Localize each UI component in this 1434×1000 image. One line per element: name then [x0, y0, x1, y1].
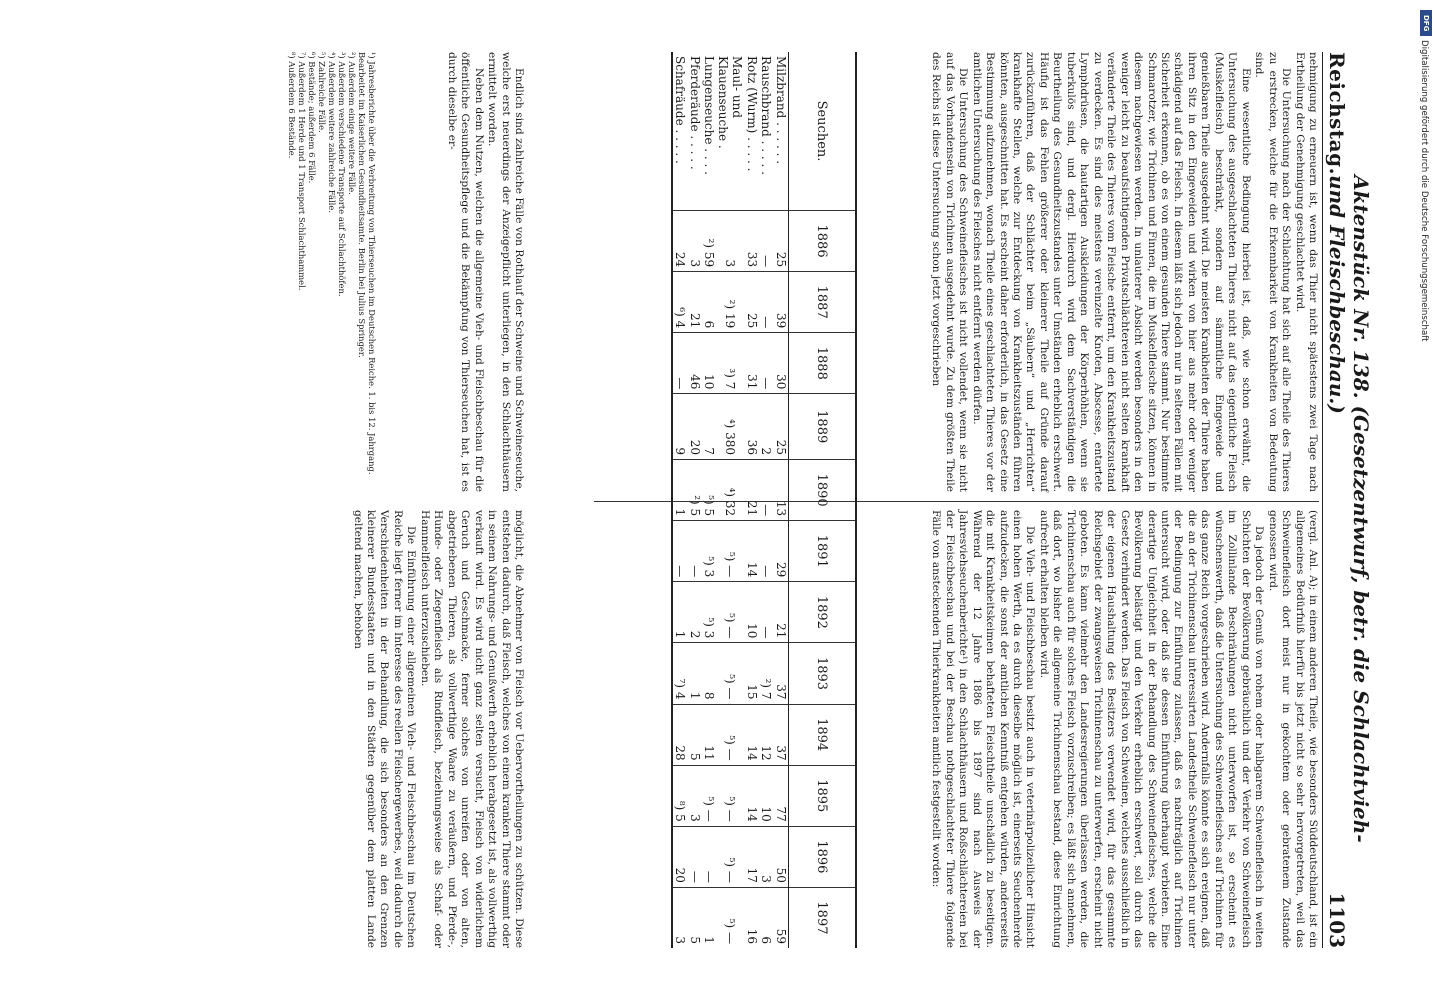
case-count-cell: 3	[717, 211, 745, 272]
case-count-cell: 2	[688, 582, 703, 643]
case-count-cell: 30	[774, 333, 789, 394]
case-count-cell: 10	[702, 333, 717, 394]
case-count-cell: ⁷) 4	[672, 643, 688, 704]
year-header: 1889	[789, 394, 857, 460]
disease-label: Maul- und Klauenseuche .	[716, 56, 745, 149]
case-count-cell: 15	[745, 643, 760, 704]
text-column-right-lower	[350, 510, 525, 948]
case-count-cell: 25	[745, 272, 760, 333]
header-left: Reichstag.	[1325, 52, 1349, 176]
case-count-cell: 59	[774, 887, 789, 948]
footnote: ⁴) Außerdem weitere zahlreiche Fälle.	[327, 52, 337, 213]
header-title: Aktenstück Nr. 138. (Gesetzentwurf, betr. die Schlachtvieh- und Fleischbeschau.)	[1325, 175, 1373, 843]
disease-label: Schafräude . . . . .	[672, 52, 688, 211]
case-count-cell: 13	[774, 460, 789, 521]
case-count-cell: 17	[745, 826, 760, 887]
text-column-right	[929, 510, 1319, 948]
case-count-cell: 2	[759, 394, 774, 460]
disease-label: Pferderäude . . . . .	[687, 56, 702, 170]
case-count-cell: —	[759, 521, 774, 582]
case-count-cell: —	[759, 333, 774, 394]
case-count-cell: 3	[688, 211, 703, 272]
case-count-cell: ⁴) 380	[717, 394, 745, 460]
year-header: 1896	[789, 826, 857, 887]
year-header: 1893	[789, 643, 857, 704]
case-count-cell: 14	[745, 521, 760, 582]
footnote: ⁶) Bestände; außerdem 6 Fälle.	[307, 52, 317, 184]
digitization-note: Digitalisierung gefördert durch die Deutsche Forschungsgemeinschaft	[1419, 40, 1429, 342]
running-header	[1325, 52, 1373, 948]
paragraph: Die Untersuchung des Schweinefleisches ist nicht vollendet, wenn sie nicht auf das Vorhandensein von Trichinen ausgedehnt wurde. Zu dem größten Theile des Reichs ist diese Untersuchung schon jetzt vorgeschrieben	[930, 52, 970, 492]
case-count-cell: —	[759, 460, 774, 521]
paragraph: nehmigung zu erneuern ist, wenn das Thier nicht spätestens zwei Tage nach Ertheilung der Genehmigung geschlachtet wird.	[1293, 52, 1319, 492]
case-count-cell: 1	[688, 643, 703, 704]
text-column-left	[929, 52, 1319, 492]
paragraph: Die Einführung einer allgemeinen Vieh- und Fleischbeschau im Deutschen Reiche liegt ferner im Interesse des reellen Fleischergewerbes, weil dadurch die Verschiedenheiten in der Behandlung, die sich besonders an den Grenzen kleinerer Bundesstaaten und in den Städten gegenüber dem platten Lande geltend machen, behoben	[351, 510, 418, 948]
case-count-cell: 20	[672, 826, 688, 887]
table-row	[745, 52, 760, 948]
case-count-cell: —	[759, 582, 774, 643]
case-count-cell: 28	[672, 704, 688, 765]
disease-label: Milzbrand . . . . . .	[773, 56, 788, 165]
year-header: 1887	[789, 272, 857, 333]
year-header: 1895	[789, 765, 857, 826]
case-count-cell: —	[688, 521, 703, 582]
case-count-cell: ⁵) —	[717, 521, 745, 582]
footnotes	[287, 52, 377, 492]
case-count-cell: ⁵) —	[717, 582, 745, 643]
case-count-cell: —	[759, 272, 774, 333]
case-count-cell: 77	[774, 765, 789, 826]
table-row	[759, 52, 774, 948]
disease-label: Lungenseuche . . . .	[702, 56, 717, 175]
case-count-cell: 37	[774, 643, 789, 704]
case-count-cell: 24	[672, 211, 688, 272]
case-count-cell: ²) 59	[702, 211, 717, 272]
footnote: ⁵) Zahlreiche Fälle.	[317, 52, 327, 133]
table-header-label: Seuchen.	[789, 52, 857, 211]
case-count-cell: 14	[745, 765, 760, 826]
case-count-cell: 46	[688, 333, 703, 394]
case-count-cell: 21	[774, 582, 789, 643]
case-count-cell: ⁵) 3	[702, 582, 717, 643]
case-count-cell: ⁵) 3	[702, 521, 717, 582]
case-count-cell: 3	[672, 887, 688, 948]
page-number: 1103	[1325, 892, 1349, 948]
paragraph: Die Untersuchung nach der Schlachtung hat sich auf alle Theile des Thieres zu erstrecken, welche für die Erkennbarkeit von Krankheiten von Bedeutung sind.	[1253, 52, 1293, 492]
footnote: ¹) Jahresberichte über die Verbreitung von Thierseuchen im Deutschen Reiche. 1. bis 12. Jahrgang. Bearbeitet im Kaiserlichen Gesundheitsamte. Berlin bei Julius Springer.	[357, 52, 377, 475]
table-header-row	[789, 52, 857, 948]
case-count-cell: ²) 7	[759, 643, 774, 704]
case-count-cell: 16	[745, 887, 760, 948]
case-count-cell: 6	[759, 887, 774, 948]
case-count-cell: 5	[688, 887, 703, 948]
case-count-cell: 5	[688, 704, 703, 765]
epizootic-table	[671, 52, 857, 948]
case-count-cell: ⁴) 32	[717, 460, 745, 521]
case-count-cell: 29	[774, 521, 789, 582]
case-count-cell: ²) 5	[688, 460, 703, 521]
case-count-cell: 39	[774, 272, 789, 333]
case-count-cell: ⁵) —	[717, 765, 745, 826]
case-count-cell: 33	[745, 211, 760, 272]
case-count-cell: 36	[745, 394, 760, 460]
case-count-cell: 3	[688, 765, 703, 826]
case-count-cell: —	[672, 521, 688, 582]
paragraph: Da jedoch der Genuß von rohem oder halbgarem Schweinefleisch in weiten Schichten der Bevölkerung gebräuchlich und der Verkehr von Schweinefleisch im Zollinlande Beschränkungen nicht unterworfen ist, so erscheint es wünschenswerth, daß die Untersuchung des Schweinefleisches auf Trichinen für das ganze Reich vorgeschrieben wird. Andernfalls könnte es sich ereignen, daß die an der Trichinenschau interessirten Landestheile Schweinefleisch nur unter der Bedingung zur Einführung zulassen, daß es nachträglich auf Trichinen untersucht wird, oder daß sie dessen Einführung überhaupt verbieten. Eine derartige Ungleichheit in der Behandlung des Schweinefleisches, welche die Bevölkerung belästigt und den Verkehr erheblich erschwert, soll durch das Gesetz verhindert werden. Das Fleisch von Schweinen, welches ausschließlich in der eigenen Haushaltung des Besitzers verwendet wird, für das gesammte Reichsgebiet der zwangsweisen Trichinenschau zu unterwerfen, erscheint nicht geboten. Es kann vielmehr den Landesregierungen überlassen werden, die Trichinenschau auch für solches Fleisch vorzuschreiben; es läßt sich annehmen, daß dort, wo bisher die allgemeine Trichinenschau bestand, diese Einrichtung aufrecht erhalten bleiben wird.	[1037, 510, 1266, 948]
table-row	[702, 52, 717, 948]
year-header: 1897	[789, 887, 857, 948]
footnote: ⁸) Außerdem 6 Bestände.	[287, 52, 297, 159]
table-row	[672, 52, 688, 948]
table-row	[688, 52, 703, 948]
text-column-left-lower	[444, 52, 525, 492]
case-count-cell: 3	[759, 826, 774, 887]
case-count-cell: 21	[688, 272, 703, 333]
case-count-cell: ⁶) 4	[672, 272, 688, 333]
case-count-cell: ⁵) —	[717, 887, 745, 948]
footnote: ⁷) Außerdem 1 Herde und 1 Transport Schlachthammel.	[297, 52, 307, 291]
case-count-cell: —	[688, 826, 703, 887]
table-row	[774, 52, 789, 948]
paragraph: Die Vieh- und Fleischbeschau besitzt auch in veterinärpolizeilicher Hinsicht einen hohen Werth, da es durch dieselbe möglich ist, einerseits Seuchenherde aufzudecken, die sonst der amtlichen Kenntniß entgehen würden, andererseits die mit Krankheitskeimen behafteten Fleischtheile unschädlich zu beseitigen. Während der 12 Jahre 1886 bis 1897 sind nach Ausweis der Jahresviehseuchenberichte¹) in den Schlachthäusern und Roßschlächtereien bei der Fleischbeschau und bei der Beschau nothgeschlachteter Thiere folgende Fälle von ansteckenden Thierkrankheiten amtlich festgestellt worden:	[930, 510, 1037, 948]
case-count-cell: 8	[702, 643, 717, 704]
year-header: 1892	[789, 582, 857, 643]
paragraph: (vergl. Anl. A); in einem anderen Theile, wie besonders Süddeutschland, ist ein allgemeines Bedürfniß hierfür bis jetzt nicht so sehr hervorgetreten, weil das Schweinefleisch dort meist nur in gekochtem oder gebratenem Zustande genossen wird.	[1266, 510, 1319, 948]
case-count-cell: ⁵) —	[717, 704, 745, 765]
case-count-cell: 12	[759, 704, 774, 765]
year-header: 1890	[789, 460, 857, 521]
table-row	[717, 52, 745, 948]
case-count-cell: ⁵) —	[717, 643, 745, 704]
paragraph: Eine wesentliche Bedingung hierbei ist, daß, wie schon erwähnt, die Untersuchung des ausgeschlachteten Thieres nicht auf das eigentliche Fleisch (Muskelfleisch) beschränkt, sondern auf sämmtliche Eingeweide und genießbaren Theile ausgedehnt wird. Die meisten Krankheiten der Thiere haben ihren Sitz in den Eingeweiden und wirken von hier aus mehr oder weniger schädigend auf das Fleisch. In diesem läßt sich jedoch nur in seltenen Fällen mit Sicherheit erkennen, ob es von einem gesunden Thiere stammt. Nur bestimmte Schmarotzer, wie Trichinen und Finnen, die im Muskelfleische sitzen, können in diesem nachgewiesen werden. In unlauterer Absicht werden besonders in den weniger leicht zu beaufsichtigenden Privatschlächtereien nicht selten krankhaft veränderte Theile des Thieres vom Fleische entfernt, um den Krankheitszustand zu verdecken. Es sind dies meistens vereinzelte Knoten, Abscesse, entartete Lymphdrüsen, die hautartigen Auskleidungen der Körperhöhlen, wenn sie tuberkulös sind, und dergl. Hierdurch wird dem Sachverständigen die Beurtheilung des Gesundheitszustandes unter Umständen erheblich erschwert. Häufig ist das Fehlen größerer oder kleinerer Theile auf Gründe darauf zurückzuführen, daß der Schlächter beim „Säubern“ und „Herrichten“ krankhafte Stellen, welche zur Entdeckung von Krankheitszuständen führen könnten, ausgeschnitten hat. Es erscheint daher erforderlich, in das Gesetz eine Bestimmung aufzunehmen, wonach Theile eines geschlachteten Thieres vor der amtlichen Untersuchung des Fleisches nicht entfernt werden dürfen.	[970, 52, 1252, 492]
year-header: 1891	[789, 521, 857, 582]
case-count-cell: 25	[774, 394, 789, 460]
case-count-cell: ³) 7	[717, 333, 745, 394]
footnote: ²) Außerdem einige weitere Fälle.	[347, 52, 357, 195]
case-count-cell: 10	[759, 765, 774, 826]
case-count-cell: ⁵) —	[702, 765, 717, 826]
case-count-cell: ⁵) 5	[702, 460, 717, 521]
case-count-cell: 1	[702, 887, 717, 948]
case-count-cell: 7	[702, 394, 717, 460]
case-count-cell: ²) 19	[717, 272, 745, 333]
dfg-logo: DFG	[1420, 10, 1432, 36]
case-count-cell: 20	[688, 394, 703, 460]
case-count-cell: 14	[745, 704, 760, 765]
paragraph: Neben dem Nutzen, welchen die allgemeine Vieh- und Fleischbeschau für die öffentliche Gesundheitspflege und die Bekämpfung von Thierseuchen hat, ist es durch dieselbe er-	[445, 52, 485, 492]
case-count-cell: 6	[702, 272, 717, 333]
case-count-cell: 37	[774, 704, 789, 765]
year-header: 1888	[789, 333, 857, 394]
case-count-cell: —	[759, 211, 774, 272]
case-count-cell: 50	[774, 826, 789, 887]
case-count-cell: 9	[672, 394, 688, 460]
paragraph: möglicht, die Abnehmer von Fleisch vor Uebervortheilungen zu schützen. Diese entstehen dadurch, daß Fleisch, welches von einem kranken Thiere stammt oder in seinem Nahrungs- und Genußwerth erheblich herabgesetzt ist, als vollwerthig verkauft wird. Es wird nicht ganz selten versucht, Fleisch von widerlichem Geruch und Geschmacke, ferner solches von unreifen oder von alten, abgetriebenen Thieren, als vollwerthige Waare zu veräußern, und Pferde-, Hunde- oder Ziegenfleisch als Rindfleisch, beziehungsweise als Schaf- oder Hammelfleisch unterzuschieben.	[418, 510, 525, 948]
case-count-cell: —	[702, 826, 717, 887]
case-count-cell: ⁵) —	[717, 826, 745, 887]
footnote: ³) Außerdem verschiedene Transporte auf Schlachthöfen.	[337, 52, 347, 297]
disease-label: Rotz (Wurm) . . . . .	[744, 56, 759, 172]
case-count-cell: 1	[672, 460, 688, 521]
year-header: 1894	[789, 704, 857, 765]
case-count-cell: 31	[745, 333, 760, 394]
case-count-cell: ⁸) 5	[672, 765, 688, 826]
case-count-cell: 1	[672, 582, 688, 643]
case-count-cell: 10	[745, 582, 760, 643]
case-count-cell: 21	[745, 460, 760, 521]
case-count-cell: 11	[702, 704, 717, 765]
case-count-cell: —	[672, 333, 688, 394]
digitization-banner	[1418, 10, 1434, 990]
header-rule	[1322, 52, 1323, 948]
paragraph: Endlich sind zahlreiche Fälle von Rothlauf der Schweine und Schweineseuche, welche erst neuerdings der Anzeigepflicht unterliegen, in den Schlachthäusern ermittelt worden.	[486, 52, 525, 492]
case-count-cell: 25	[774, 211, 789, 272]
disease-label: Rauschbrand . . . . .	[759, 56, 774, 175]
year-header: 1886	[789, 211, 857, 272]
